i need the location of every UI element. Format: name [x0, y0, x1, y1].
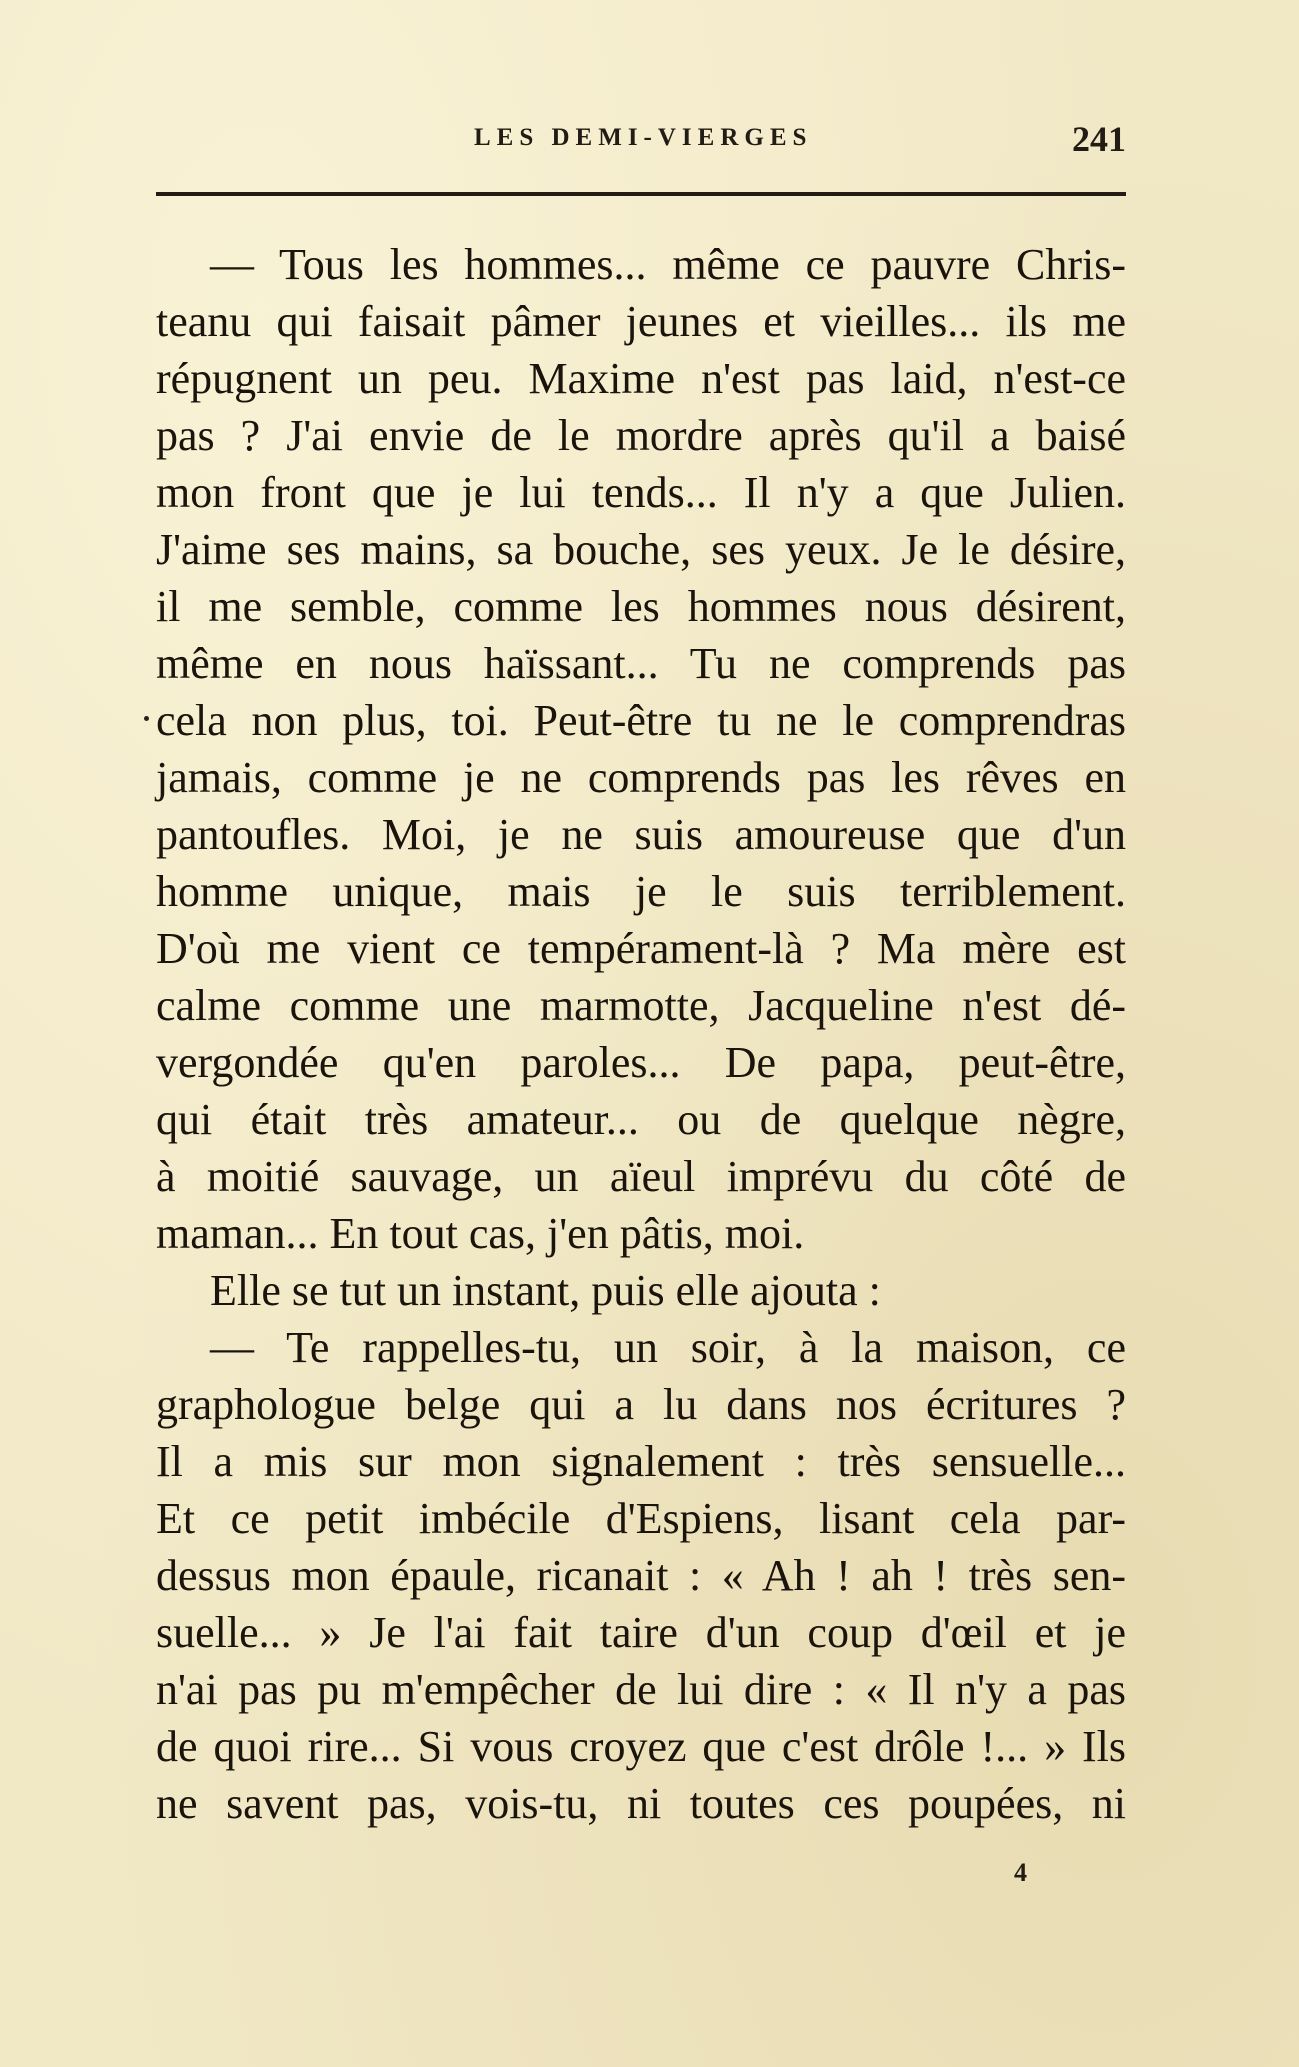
text-line: calme comme une marmotte, Jacqueline n'est dé- — [156, 981, 1126, 1030]
text-line: dessus mon épaule, ricanait : « Ah ! ah ! très sen- — [156, 1551, 1126, 1600]
text-line: Et ce petit imbécile d'Espiens, lisant cela par- — [156, 1494, 1126, 1543]
text-line: pantoufles. Moi, je ne suis amoureuse que d'un — [156, 810, 1126, 859]
text-line: mon front que je lui tends... Il n'y a que Julien. — [156, 468, 1126, 517]
page-number: 241 — [1072, 119, 1126, 159]
text-line: — Tous les hommes... même ce pauvre Chris- — [210, 240, 1126, 289]
text-line: jamais, comme je ne comprends pas les rêves en — [156, 753, 1126, 802]
text-line: cela non plus, toi. Peut-être tu ne le comprendras — [156, 696, 1126, 745]
text-line: D'où me vient ce tempérament-là ? Ma mère est — [156, 924, 1126, 973]
text-line: vergondée qu'en paroles... De papa, peut-être, — [156, 1038, 1126, 1087]
signature-mark: 4 — [1014, 1858, 1027, 1887]
text-line: à moitié sauvage, un aïeul imprévu du côté de — [156, 1152, 1126, 1201]
text-line: suelle... » Je l'ai fait taire d'un coup d'œil et je — [156, 1608, 1126, 1657]
header-rule — [156, 192, 1126, 196]
text-line: de quoi rire... Si vous croyez que c'est drôle !... » Ils — [156, 1722, 1126, 1771]
text-line: il me semble, comme les hommes nous désirent, — [156, 582, 1126, 631]
running-head — [158, 118, 1126, 166]
text-line: même en nous haïssant... Tu ne comprends pas — [156, 639, 1126, 688]
text-line: ne savent pas, vois-tu, ni toutes ces poupées, ni — [156, 1779, 1126, 1828]
text-line: graphologue belge qui a lu dans nos écritures ? — [156, 1380, 1126, 1429]
running-title: LES DEMI-VIERGES — [474, 124, 813, 151]
body-text — [156, 236, 1126, 1832]
text-line: répugnent un peu. Maxime n'est pas laid, n'est-ce — [156, 354, 1126, 403]
text-line: — Te rappelles-tu, un soir, à la maison, ce — [210, 1323, 1126, 1372]
text-line: J'aime ses mains, sa bouche, ses yeux. Je le désire, — [156, 525, 1126, 574]
text-line: Elle se tut un instant, puis elle ajouta : — [210, 1266, 881, 1315]
text-line: maman... En tout cas, j'en pâtis, moi. — [156, 1209, 805, 1258]
text-line: teanu qui faisait pâmer jeunes et vieilles... ils me — [156, 297, 1126, 346]
text-line: homme unique, mais je le suis terriblement. — [156, 867, 1126, 916]
text-line: pas ? J'ai envie de le mordre après qu'il a baisé — [156, 411, 1126, 460]
text-line: qui était très amateur... ou de quelque nègre, — [156, 1095, 1126, 1144]
text-line: Il a mis sur mon signalement : très sensuelle... — [156, 1437, 1126, 1486]
margin-speck — [144, 716, 149, 721]
text-line: n'ai pas pu m'empêcher de lui dire : « Il n'y a pas — [156, 1665, 1126, 1714]
